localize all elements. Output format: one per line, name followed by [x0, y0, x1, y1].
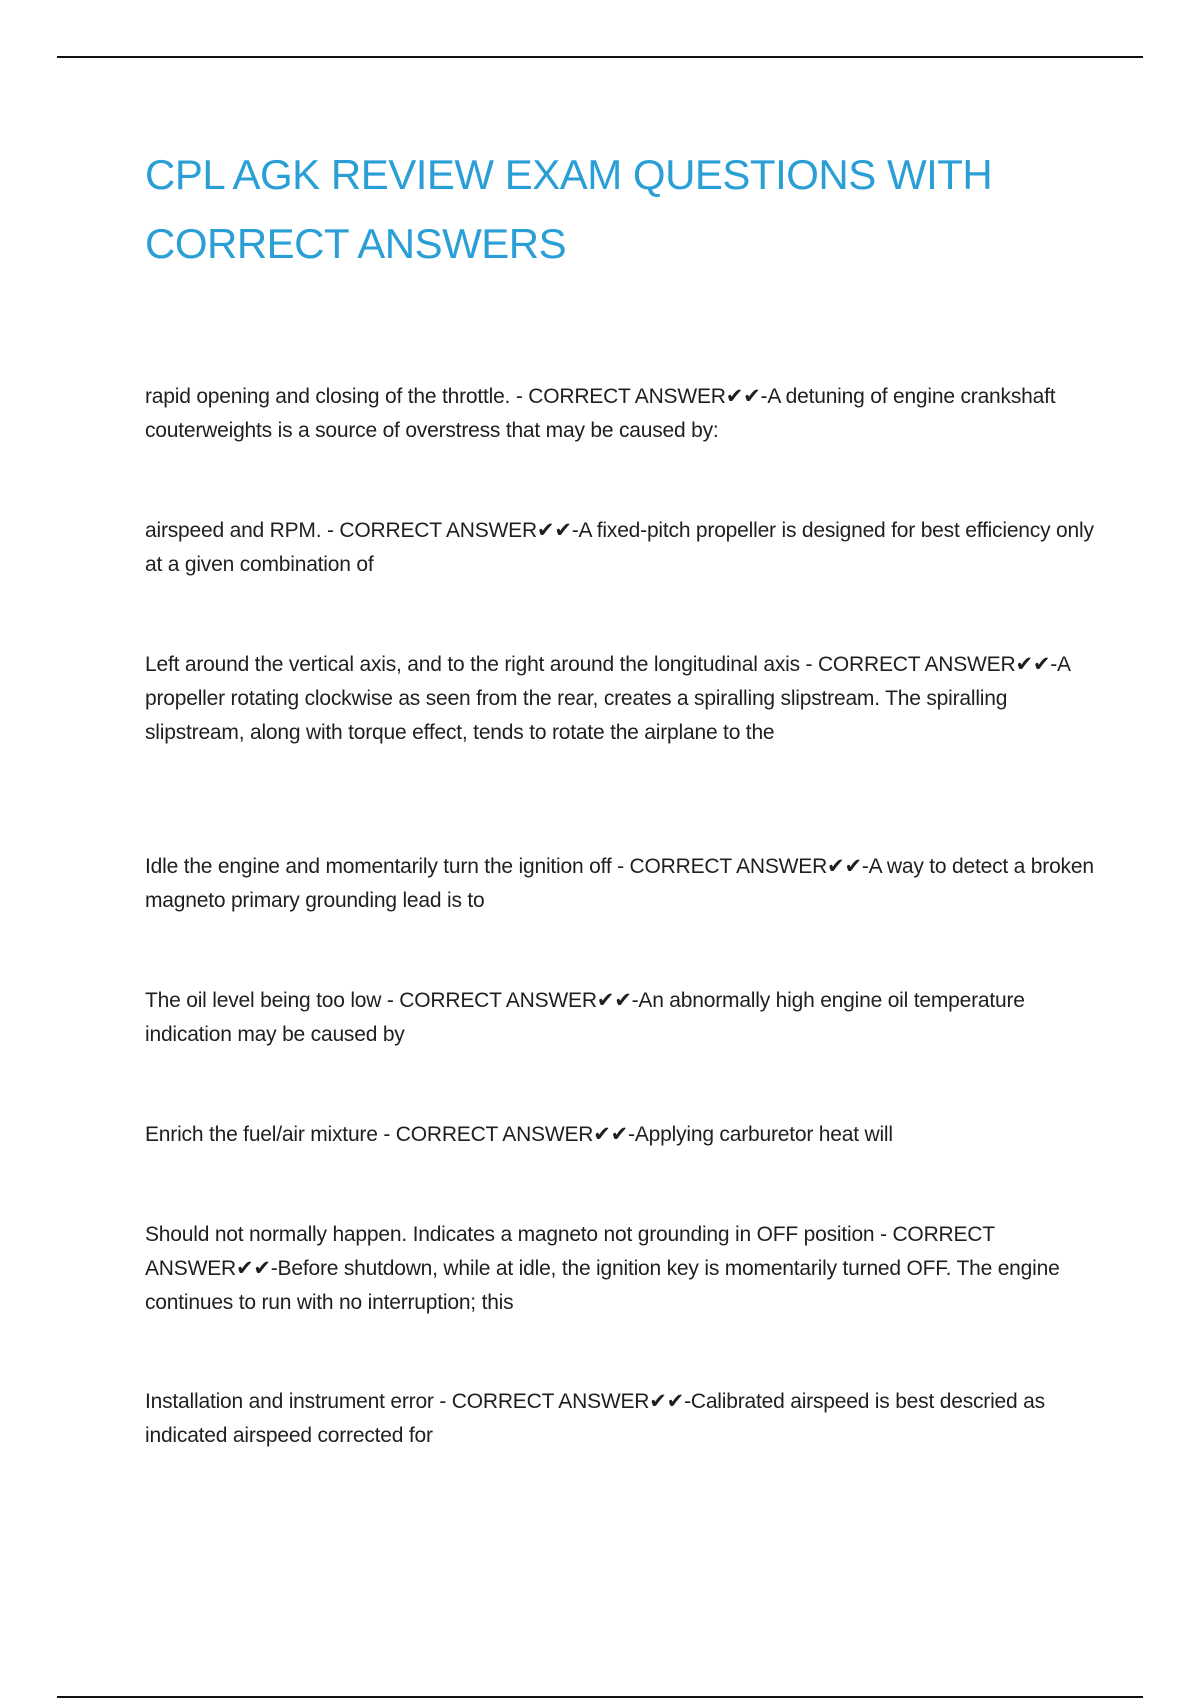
top-divider — [57, 56, 1143, 58]
qa-entry-8: Installation and instrument error - CORRECT ANSWER✔✔-Calibrated airspeed is best descried as indicated airspeed corrected for — [145, 1390, 1045, 1447]
document-title-line-2: CORRECT ANSWERS — [145, 220, 567, 267]
document-title — [145, 140, 1105, 278]
qa-entry-1: rapid opening and closing of the throttle. - CORRECT ANSWER✔✔-A detuning of engine crankshaft couterweights is a source of overstress that may be caused by: — [145, 385, 1056, 442]
qa-entry-2: airspeed and RPM. - CORRECT ANSWER✔✔-A fixed-pitch propeller is designed for best efficiency only at a given combination of — [145, 519, 1094, 576]
qa-entry-6: Enrich the fuel/air mixture - CORRECT ANSWER✔✔-Applying carburetor heat will — [145, 1123, 893, 1146]
qa-entry-5: The oil level being too low - CORRECT ANSWER✔✔-An abnormally high engine oil temperature indication may be caused by — [145, 989, 1025, 1046]
document-title-line-1: CPL AGK REVIEW EXAM QUESTIONS WITH — [145, 151, 993, 198]
bottom-divider — [57, 1696, 1143, 1698]
qa-entry-7: Should not normally happen. Indicates a magneto not grounding in OFF position - CORRECT ANSWER✔✔-Before shutdown, while at idle, the ignition key is momentarily turned OFF. The engine continues to run with no interruption; this — [145, 1223, 1060, 1314]
qa-entry-3: Left around the vertical axis, and to the right around the longitudinal axis - CORRECT ANSWER✔✔-A propeller rotating clockwise as seen from the rear, creates a spiralling slipstream. The spiralling slipstream, along with torque effect, tends to rotate the airplane to the — [145, 653, 1070, 744]
qa-entry-4: Idle the engine and momentarily turn the ignition off - CORRECT ANSWER✔✔-A way to detect a broken magneto primary grounding lead is to — [145, 855, 1094, 912]
